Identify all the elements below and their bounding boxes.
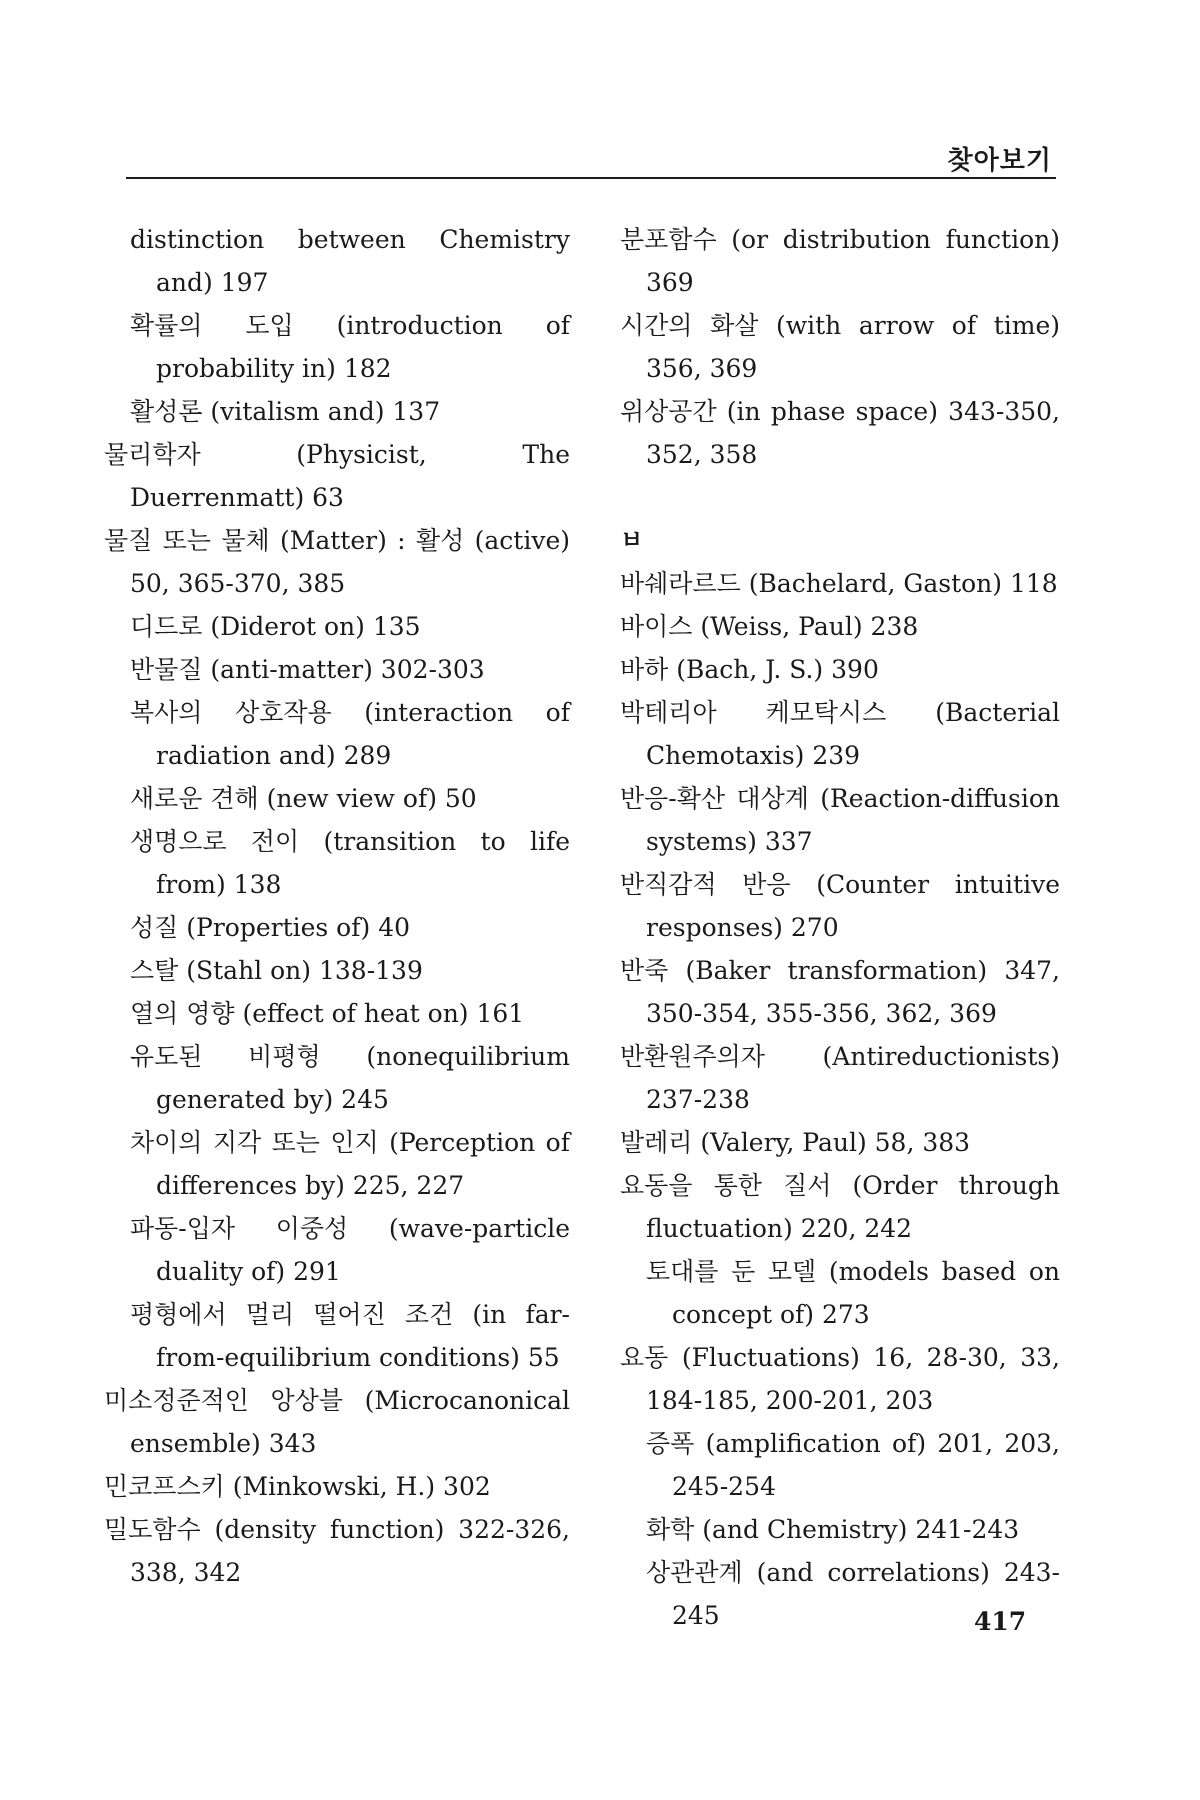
index-entry: 디드로 (Diderot on) 135	[130, 612, 421, 641]
index-entry: 바이스 (Weiss, Paul) 238	[620, 612, 919, 641]
index-entry: 바하 (Bach, J. S.) 390	[620, 655, 879, 684]
index-entry: 발레리 (Valery, Paul) 58, 383	[620, 1128, 971, 1157]
index-entry: 복사의 상호작용 (interaction of radiation and) 289	[130, 698, 570, 770]
index-entry: 분포함수 (or distribution function) 369	[620, 225, 1060, 297]
index-entry: 반물질 (anti-matter) 302-303	[130, 655, 485, 684]
index-entry: 위상공간 (in phase space) 343-350, 352, 358	[620, 397, 1060, 469]
index-entry: 반직감적 반응 (Counter intuitive responses) 270	[620, 870, 1060, 942]
index-entry: 요동을 통한 질서 (Order through fluctuation) 220, 242	[620, 1171, 1060, 1243]
page-number: 417	[974, 1607, 1027, 1636]
index-entry: 파동-입자 이중성 (wave-particle duality of) 291	[130, 1214, 570, 1286]
index-entry: 물질 또는 물체 (Matter) : 활성 (active) 50, 365-370, 385	[104, 526, 570, 598]
index-entry: 반응-확산 대상계 (Reaction-diffusion systems) 337	[620, 784, 1060, 856]
index-entry: 새로운 견해 (new view of) 50	[130, 784, 477, 813]
index-entry: 증폭 (amplification of) 201, 203, 245-254	[646, 1429, 1060, 1501]
page-header-title: 찾아보기	[947, 146, 1052, 176]
index-entry: 시간의 화살 (with arrow of time) 356, 369	[620, 311, 1060, 383]
index-entry: 평형에서 멀리 떨어진 조건 (in far-from-equilibrium conditions) 55	[130, 1300, 570, 1372]
index-entry: 바쉐라르드 (Bachelard, Gaston) 118	[620, 569, 1058, 598]
index-entry: 반죽 (Baker transformation) 347, 350-354, 355-356, 362, 369	[620, 956, 1060, 1028]
index-entry: 차이의 지각 또는 인지 (Perception of differences by) 225, 227	[130, 1128, 570, 1200]
index-entry: 민코프스키 (Minkowski, H.) 302	[104, 1472, 491, 1501]
index-entry: 물리학자 (Physicist, The Duerrenmatt) 63	[104, 440, 570, 512]
index-column-right	[620, 218, 1060, 1637]
index-column-left	[104, 218, 570, 1594]
index-entry: 밀도함수 (density function) 322-326, 338, 342	[104, 1515, 570, 1587]
index-entry: 미소정준적인 앙상블 (Microcanonical ensemble) 343	[104, 1386, 570, 1458]
index-entry: 확률의 도입 (introduction of probability in) 182	[130, 311, 570, 383]
index-entry: distinction between Chemistry and) 197	[130, 225, 570, 297]
index-entry: 활성론 (vitalism and) 137	[130, 397, 441, 426]
section-letter: ㅂ	[620, 526, 644, 554]
index-entry: 상관관계 (and correlations) 243-245	[646, 1558, 1060, 1630]
index-entry: 열의 영향 (effect of heat on) 161	[130, 999, 525, 1028]
index-entry: 생명으로 전이 (transition to life from) 138	[130, 827, 570, 899]
header-rule	[126, 177, 1056, 179]
index-entry: 유도된 비평형 (nonequilibrium generated by) 245	[130, 1042, 570, 1114]
index-entry: 스탈 (Stahl on) 138-139	[130, 956, 423, 985]
index-entry: 화학 (and Chemistry) 241-243	[646, 1515, 1020, 1544]
index-entry: 토대를 둔 모델 (models based on concept of) 273	[646, 1257, 1060, 1329]
index-entry: 박테리아 케모탁시스 (Bacterial Chemotaxis) 239	[620, 698, 1060, 770]
index-entry: 요동 (Fluctuations) 16, 28-30, 33, 184-185, 200-201, 203	[620, 1343, 1060, 1415]
index-entry: 반환원주의자 (Antireductionists) 237-238	[620, 1042, 1060, 1114]
index-entry: 성질 (Properties of) 40	[130, 913, 411, 942]
